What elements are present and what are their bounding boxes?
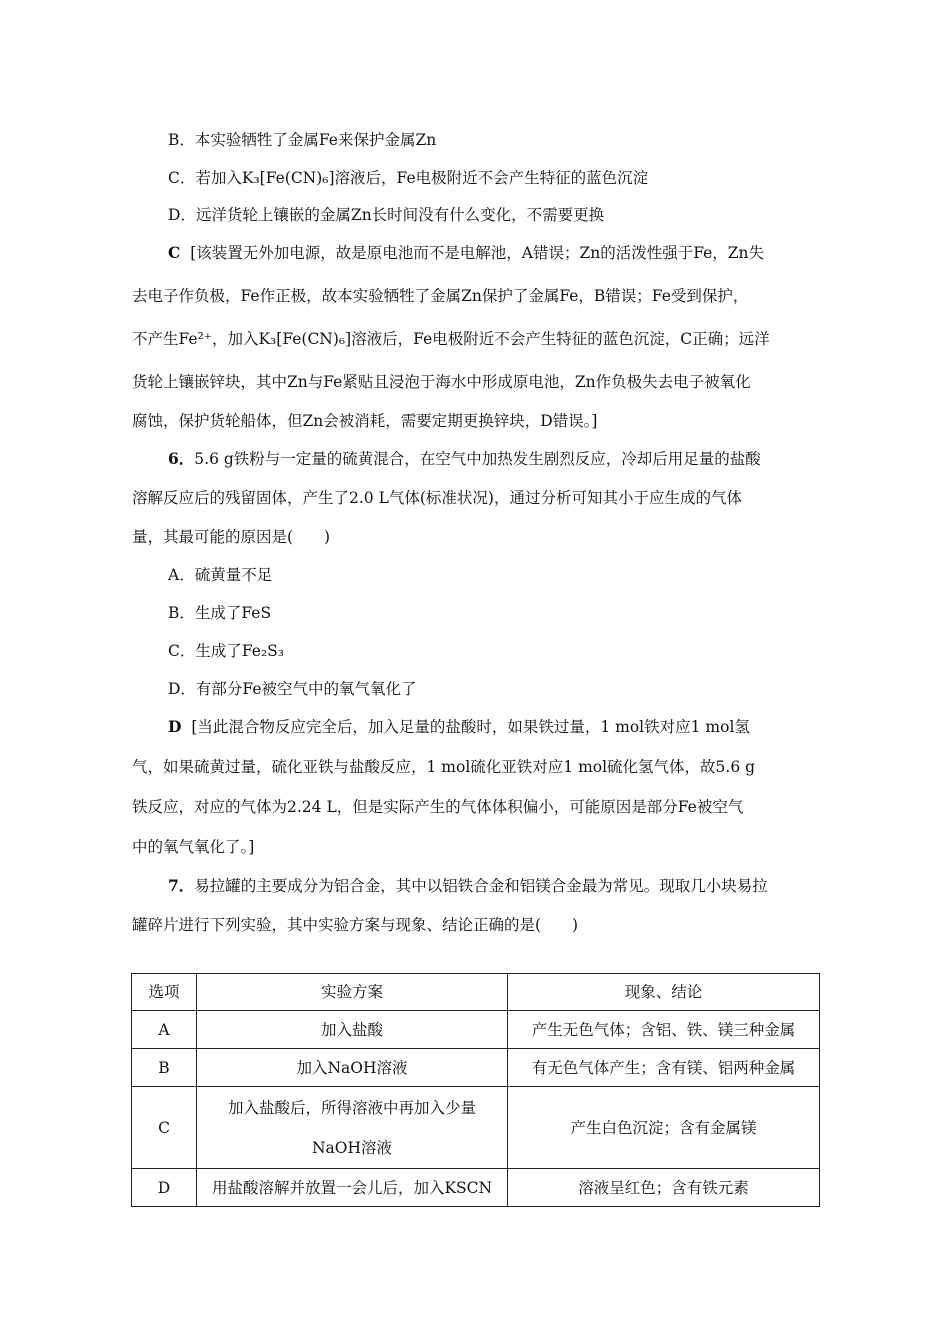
q6-option-d: D．有部分Fe被空气中的氧气氧化了 — [168, 680, 417, 698]
table-row — [132, 1169, 820, 1207]
cell-option: A — [132, 1011, 197, 1049]
q6-option-b: B．生成了FeS — [168, 604, 272, 622]
cell-option: B — [132, 1049, 197, 1087]
q6-stem-line-3: 量，其最可能的原因是( ) — [132, 528, 331, 546]
q6-option-c: C．生成了Fe₂S₃ — [168, 642, 284, 660]
q7-stem-text-1: 易拉罐的主要成分为铝合金，其中以铝铁合金和铝镁合金最为常见。现取几小块易拉 — [194, 877, 768, 895]
q6-answer-line-4: 中的氧气氧化了。] — [132, 838, 255, 856]
cell-plan: 用盐酸溶解并放置一会儿后，加入KSCN — [197, 1169, 508, 1207]
cell-result: 产生白色沉淀；含有金属镁 — [508, 1087, 820, 1169]
q6-stem-line-1 — [168, 447, 761, 469]
q6-stem-line-2: 溶解反应后的残留固体，产生了2.0 L气体(标准状况)，通过分析可知其小于应生成的气体 — [132, 489, 742, 507]
header-option: 选项 — [132, 974, 197, 1011]
q6-option-a: A．硫黄量不足 — [168, 566, 273, 584]
cell-plan-line-2: NaOH溶液 — [311, 1138, 393, 1157]
table-row — [132, 1087, 820, 1169]
q5-option-b: B．本实验牺牲了金属Fe来保护金属Zn — [168, 131, 437, 149]
cell-plan-line-1: 加入盐酸后，所得溶液中再加入少量 — [227, 1098, 476, 1117]
q6-number: 6． — [168, 449, 195, 468]
cell-result: 有无色气体产生；含有镁、铝两种金属 — [508, 1049, 820, 1087]
q5-answer-letter: C — [168, 243, 181, 262]
table-row — [132, 1049, 820, 1087]
table-row — [132, 1011, 820, 1049]
cell-option: C — [132, 1087, 197, 1169]
q6-answer-line-2: 气，如果硫黄过量，硫化亚铁与盐酸反应，1 mol硫化亚铁对应1 mol硫化氢气体，故5.6 g — [132, 758, 756, 776]
q7-number: 7． — [168, 876, 195, 895]
q5-answer-line-5: 腐蚀，保护货轮船体，但Zn会被消耗，需要定期更换锌块，D错误。] — [132, 412, 598, 430]
cell-result: 溶液呈红色；含有铁元素 — [508, 1169, 820, 1207]
q7-table — [131, 973, 820, 1207]
header-result: 现象、结论 — [508, 974, 820, 1011]
q6-answer-line-3: 铁反应，对应的气体为2.24 L，但是实际产生的气体体积偏小，可能原因是部分Fe被空气 — [132, 798, 744, 816]
q5-answer-line-4: 货轮上镶嵌锌块，其中Zn与Fe紧贴且浸泡于海水中形成原电池，Zn作负极失去电子被氧化 — [132, 373, 751, 391]
header-plan: 实验方案 — [197, 974, 508, 1011]
q5-answer-text-1: [该装置无外加电源，故是原电池而不是电解池，A错误；Zn的活泼性强于Fe，Zn失 — [190, 244, 765, 262]
q5-answer-line-2: 去电子作负极，Fe作正极，故本实验牺牲了金属Zn保护了金属Fe，B错误；Fe受到保护， — [132, 287, 749, 305]
q7-stem-line-2: 罐碎片进行下列实验，其中实验方案与现象、结论正确的是( ) — [132, 916, 579, 934]
cell-plan: 加入盐酸 — [197, 1011, 508, 1049]
q6-answer-line-1 — [168, 715, 750, 737]
q6-answer-text-1: [当此混合物反应完全后，加入足量的盐酸时，如果铁过量，1 mol铁对应1 mol氢 — [191, 718, 750, 736]
q5-option-c: C．若加入K₃[Fe(CN)₆]溶液后，Fe电极附近不会产生特征的蓝色沉淀 — [168, 169, 649, 187]
cell-plan: 加入NaOH溶液 — [197, 1049, 508, 1087]
cell-result: 产生无色气体；含铝、铁、镁三种金属 — [508, 1011, 820, 1049]
table-header-row — [132, 974, 820, 1011]
q6-answer-letter: D — [168, 717, 182, 736]
q5-answer-line-3: 不产生Fe²⁺，加入K₃[Fe(CN)₆]溶液后，Fe电极附近不会产生特征的蓝色沉淀，C正确；远洋 — [132, 330, 770, 348]
cell-option: D — [132, 1169, 197, 1207]
q5-answer-line-1 — [168, 241, 764, 263]
q5-option-d: D．远洋货轮上镶嵌的金属Zn长时间没有什么变化，不需要更换 — [168, 206, 605, 224]
q6-stem-text-1: 5.6 g铁粉与一定量的硫黄混合，在空气中加热发生剧烈反应，冷却后用足量的盐酸 — [194, 450, 761, 468]
q7-stem-line-1 — [168, 874, 768, 896]
cell-plan — [197, 1087, 508, 1169]
